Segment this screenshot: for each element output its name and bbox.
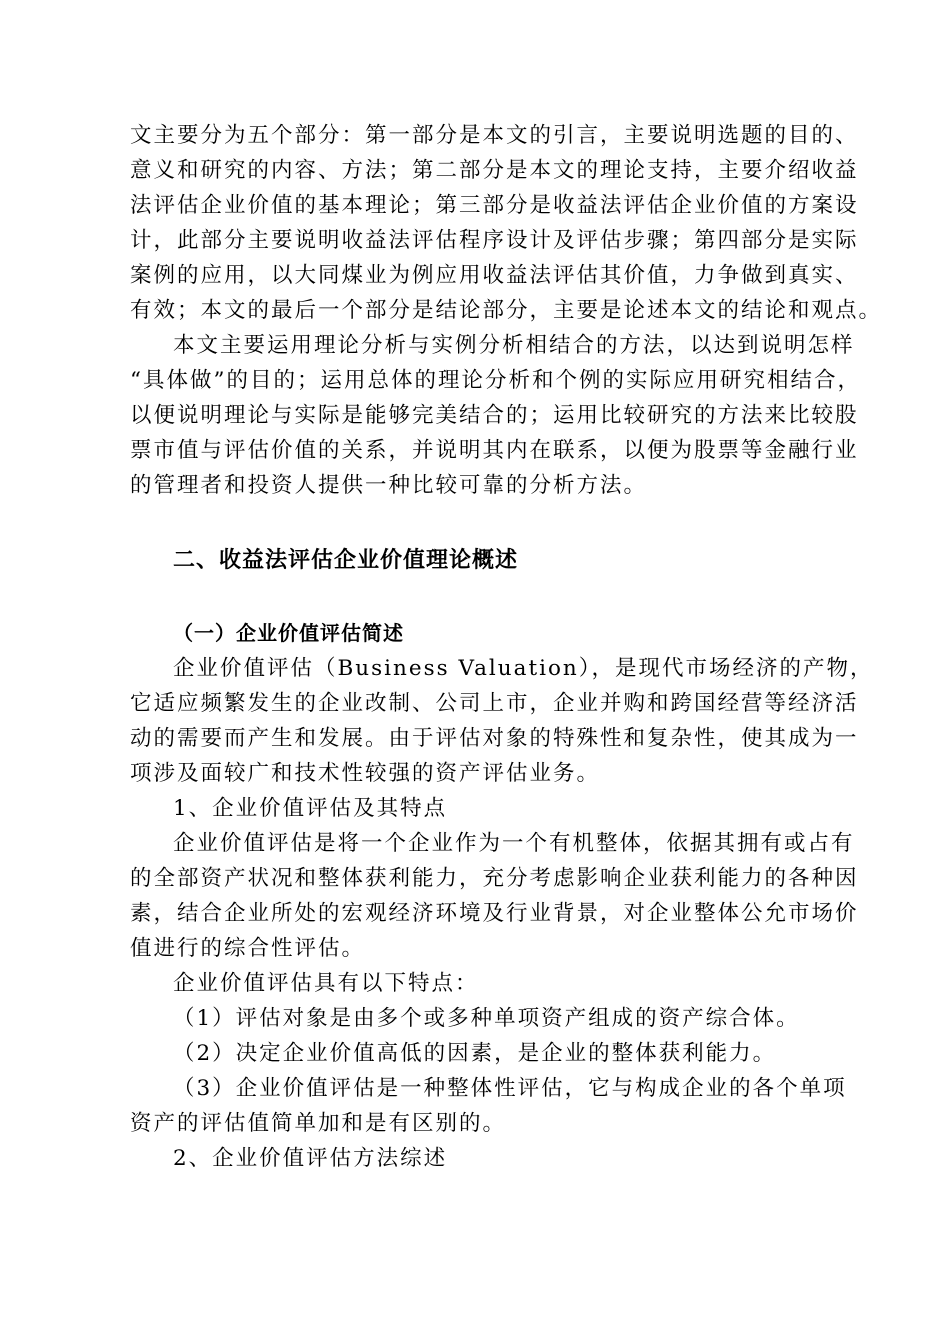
feature-item: （2）决定企业价值高低的因素，是企业的整体获利能力。 <box>173 1041 777 1066</box>
text-line: 票市值与评估价值的关系，并说明其内在联系，以便为股票等金融行业 <box>130 438 859 463</box>
feature-item: （1）评估对象是由多个或多种单项资产组成的资产综合体。 <box>173 1006 800 1031</box>
text-line: 动的需要而产生和发展。由于评估对象的特殊性和复杂性，使其成为一 <box>130 726 859 751</box>
text-line: 意义和研究的内容、方法；第二部分是本文的理论支持，主要介绍收益 <box>130 158 859 183</box>
features-intro: 企业价值评估具有以下特点： <box>173 971 479 996</box>
paragraph-valuation-intro <box>130 651 874 791</box>
text-line: 企业价值评估（Business Valuation），是现代市场经济的产物， <box>173 656 874 681</box>
text-line: 有效；本文的最后一个部分是结论部分，主要是论述本文的结论和观点。 <box>130 298 883 323</box>
text-line: “具体做”的目的；运用总体的理论分析和个例的实际应用研究相结合， <box>130 368 861 393</box>
section-heading: 二、收益法评估企业价值理论概述 <box>173 548 519 573</box>
text-line: 的管理者和投资人提供一种比较可靠的分析方法。 <box>130 473 648 498</box>
text-line: 法评估企业价值的基本理论；第三部分是收益法评估企业价值的方案设 <box>130 193 859 218</box>
text-line: 计，此部分主要说明收益法评估程序设计及评估步骤；第四部分是实际 <box>130 228 859 253</box>
text-line: 以便说明理论与实际是能够完美结合的；运用比较研究的方法来比较股 <box>130 403 859 428</box>
paragraph-valuation-definition <box>130 826 859 966</box>
item-heading: 1、企业价值评估及其特点 <box>173 796 448 821</box>
text-line: 企业价值评估是将一个企业作为一个有机整体，依据其拥有或占有 <box>173 831 855 856</box>
text-line: 的全部资产状况和整体获利能力，充分考虑影响企业获利能力的各种因 <box>130 866 859 891</box>
text-line: 项涉及面较广和技术性较强的资产评估业务。 <box>130 761 601 786</box>
text-line: （3）企业价值评估是一种整体性评估，它与构成企业的各个单项 <box>173 1076 847 1101</box>
text-line: 本文主要运用理论分析与实例分析相结合的方法，以达到说明怎样 <box>173 333 855 358</box>
text-line: 文主要分为五个部分：第一部分是本文的引言，主要说明选题的目的、 <box>130 123 859 148</box>
paragraph-paper-structure <box>130 118 883 328</box>
text-line: 案例的应用，以大同煤业为例应用收益法评估其价值，力争做到真实、 <box>130 263 859 288</box>
paragraph-research-methods <box>130 328 861 503</box>
text-line: 值进行的综合性评估。 <box>130 936 366 961</box>
text-line: 资产的评估值简单加和是有区别的。 <box>130 1111 507 1136</box>
document-page <box>130 118 883 1176</box>
feature-item <box>130 1071 847 1141</box>
item-heading: 2、企业价值评估方法综述 <box>173 1146 448 1171</box>
subsection-heading: （一）企业价值评估简述 <box>173 621 404 645</box>
text-line: 素，结合企业所处的宏观经济环境及行业背景，对企业整体公允市场价 <box>130 901 859 926</box>
text-line: 它适应频繁发生的企业改制、公司上市，企业并购和跨国经营等经济活 <box>130 691 859 716</box>
